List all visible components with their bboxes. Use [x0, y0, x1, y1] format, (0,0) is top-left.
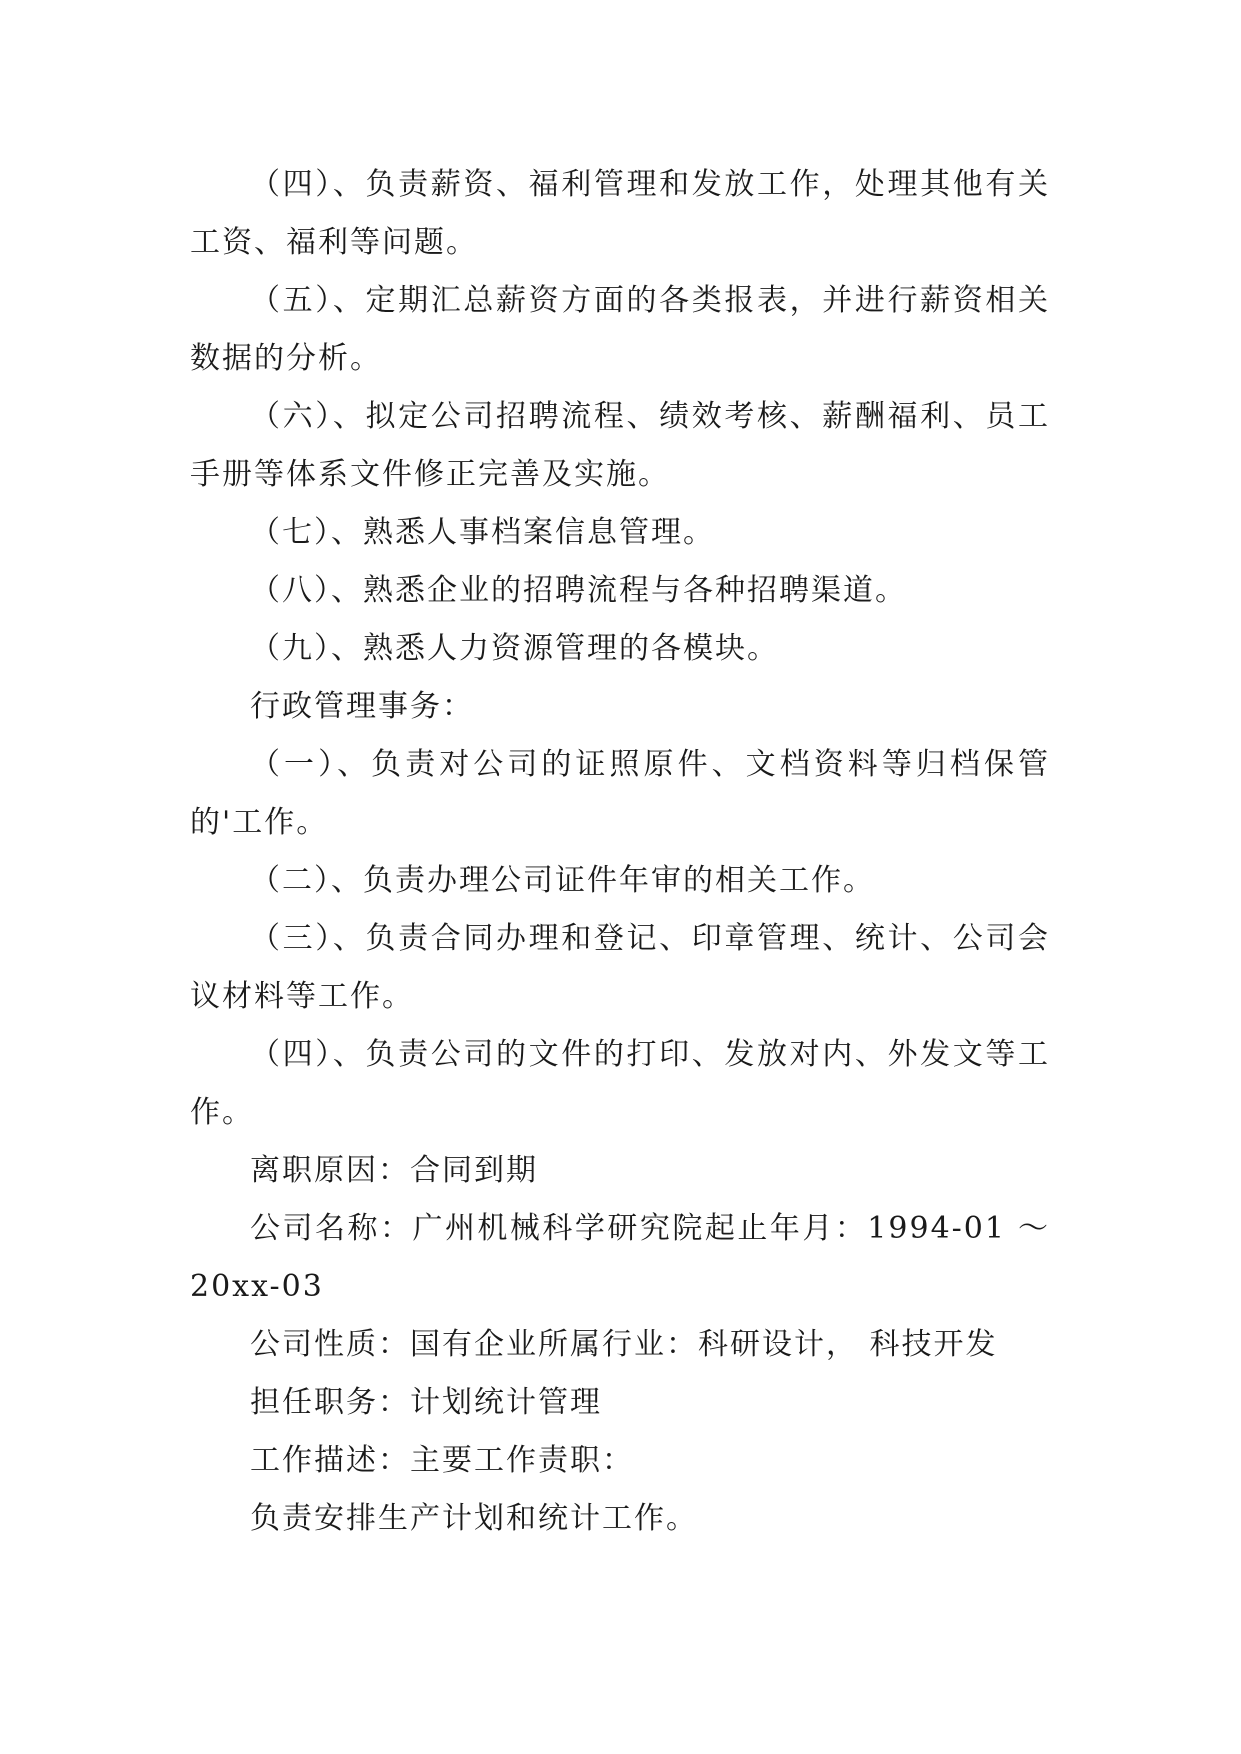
field-job-description: 工作描述：主要工作责职： — [250, 1443, 634, 1478]
paragraph-archives: （一）、负责对公司的证照原件、文档资料等归档保管的'工作。 — [190, 747, 1050, 840]
paragraph-personnel-files: （七）、熟悉人事档案信息管理。 — [250, 515, 715, 550]
paragraph-recruitment: （八）、熟悉企业的招聘流程与各种招聘渠道。 — [250, 573, 907, 608]
document-body — [190, 156, 1050, 1548]
paragraph-salary-benefits: （四）、负责薪资、福利管理和发放工作，处理其他有关工资、福利等问题。 — [190, 167, 1050, 260]
paragraph-production-planning: 负责安排生产计划和统计工作。 — [250, 1501, 698, 1536]
paragraph-contracts-seals: （三）、负责合同办理和登记、印章管理、统计、公司会议材料等工作。 — [190, 921, 1050, 1014]
field-leaving-reason: 离职原因：合同到期 — [250, 1153, 538, 1188]
paragraph-salary-reports: （五）、定期汇总薪资方面的各类报表，并进行薪资相关数据的分析。 — [190, 283, 1050, 376]
field-company-nature-industry: 公司性质：国有企业所属行业：科研设计， 科技开发 — [250, 1327, 998, 1362]
paragraph-hr-policies: （六）、拟定公司招聘流程、绩效考核、薪酬福利、员工手册等体系文件修正完善及实施。 — [190, 399, 1050, 492]
field-company-name-period: 公司名称：广州机械科学研究院起止年月：1994-01 ～20xx-03 — [190, 1211, 1050, 1304]
paragraph-document-printing: （四）、负责公司的文件的打印、发放对内、外发文等工作。 — [190, 1037, 1050, 1130]
paragraph-annual-review: （二）、负责办理公司证件年审的相关工作。 — [250, 863, 875, 898]
section-heading-admin: 行政管理事务： — [250, 689, 474, 724]
field-position: 担任职务：计划统计管理 — [250, 1385, 602, 1420]
paragraph-hr-modules: （九）、熟悉人力资源管理的各模块。 — [250, 631, 779, 666]
